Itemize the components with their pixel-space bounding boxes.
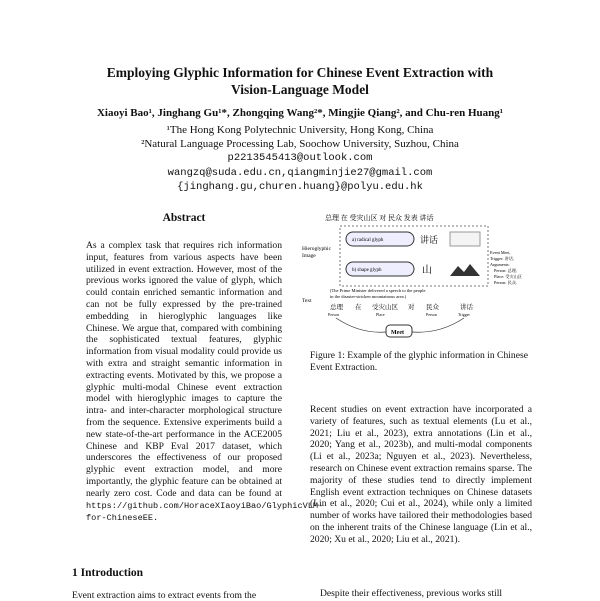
- title-line-1: Employing Glyphic Information for Chinese Event Extraction with: [106, 65, 494, 80]
- email-1: p2213545413@outlook.com: [227, 152, 373, 164]
- role-1: Person: [328, 312, 339, 317]
- label-hieroglyphic: Hieroglyphic: [302, 246, 332, 252]
- intro-first-line: Event extraction aims to extract events from the: [72, 590, 257, 601]
- token-3: 受灾山区: [372, 304, 398, 311]
- intro-heading: 1 Introduction: [72, 567, 144, 579]
- role-2: Place: [376, 312, 385, 317]
- arc-left: [336, 318, 386, 332]
- author-list: Xiaoyi Bao¹, Jinghang Gu¹*, Zhongqing Wang²*, Mingjie Qiang², and Chu-ren Huang¹: [96, 107, 504, 119]
- email-2: wangzq@suda.edu.cn,qiangminjie27@gmail.com: [167, 167, 433, 179]
- radical-chars: 讲话: [420, 235, 439, 245]
- event-type: Event Meet,: [490, 250, 511, 255]
- affiliation-2: ²Natural Language Processing Lab, Soochow University, Suzhou, China: [141, 138, 459, 150]
- shape-char: 山: [422, 265, 432, 276]
- figure-1: [300, 210, 534, 340]
- role-4: Trigger: [458, 312, 470, 317]
- meet-event-label: Meet: [391, 330, 404, 336]
- event-arg-2: Place: 受灾山区: [494, 274, 523, 279]
- arc-right: [412, 318, 464, 332]
- token-1: 总理: [330, 304, 343, 311]
- token-5: 民众: [426, 304, 439, 311]
- radical-glyph-label: a) radical glyph: [352, 238, 384, 243]
- abstract-heading: Abstract: [162, 212, 206, 224]
- label-image: Image: [302, 253, 316, 259]
- affiliation-1: ¹The Hong Kong Polytechnic University, Hong Kong, China: [166, 124, 434, 136]
- shape-glyph-label: b) shape glyph: [352, 268, 382, 273]
- mountain-icon: [450, 264, 480, 276]
- label-text: Text: [302, 298, 312, 304]
- paper-title: [60, 64, 540, 98]
- title-line-2: Vision-Language Model: [231, 82, 369, 97]
- code-link[interactable]: https://github.com/HoraceXIaoyiBao/GlyphicVLM-for-ChineseEE.: [86, 500, 324, 524]
- event-arg-1: Person: 总理,: [494, 268, 518, 273]
- abstract-text: As a complex task that requires rich information input, features from various aspects have been utilized in event extraction. However, most of the previous works ignored the value of glyph, which could contain enriched semantic information and can not be fully expressed by the pre-trained embedding in hieroglyphic languages like Chinese. We argue that, compared with combining the sophisticated textual features, glyphic information from visual modality could provide us with extra and straight semantic information in extracting events. Motivated by this, we propose a glyphic multi-modal Chinese event extraction model with hieroglyphic images to capture the intra- and inter-character morphological structure from the sequence. Extensive experiments build a new state-of-the-art performance in the ACE2005 Chinese and KBP Eval 2017 dataset, which underscores the effectiveness of our proposed glyphic event extraction model, and more importantly, the glyphic feature can be obtained at nearly zero cost. Code and data can be found at: [86, 240, 282, 499]
- right-column-paragraph: Recent studies on event extraction have incorporated a variety of features, such as textual elements (Lu et al., 2021; Liu et al., 2023), extra annotations (Lin et al., 2020; Yang et al., 2023b), and multi-modal components (Li et al., 2023a; Nguyen et al., 2023). Nevertheless, research on Chinese event extraction remains sparse. The majority of these studies tend to directly implement English event extraction techniques on Chinese datasets (Lin et al., 2020; Cui et al., 2024), while only a limited number of works have tailored their methodologies based on the inherent traits of the Chinese language (Lin et al., 2020; Xu et al., 2020; Liu et al., 2021).: [310, 404, 532, 545]
- event-arg-3: Person: 民众.: [494, 280, 518, 285]
- email-3: {jinghang.gu,churen.huang}@polyu.edu.hk: [177, 181, 423, 193]
- abstract-body: [86, 240, 324, 525]
- english-line-1: (The Prime Minister delivered a speech to the people: [330, 288, 426, 293]
- token-6: 讲话: [460, 304, 473, 311]
- token-4: 对: [408, 304, 415, 311]
- radical-image: [450, 232, 480, 246]
- token-2: 在: [355, 304, 362, 311]
- figure-caption: Figure 1: Example of the glyphic information in Chinese Event Extraction.: [310, 350, 528, 373]
- figure-top-sentence: 总理 在 受灾山区 对 民众 发表 讲话: [325, 214, 434, 222]
- event-trigger: Trigger: 讲话,: [490, 256, 515, 261]
- right-next-line: Despite their effectiveness, previous works still: [320, 588, 503, 599]
- event-arguments: Arguments:: [490, 262, 510, 267]
- role-3: Person: [426, 312, 437, 317]
- english-line-2: in the disaster-stricken mountainous area.): [330, 294, 407, 299]
